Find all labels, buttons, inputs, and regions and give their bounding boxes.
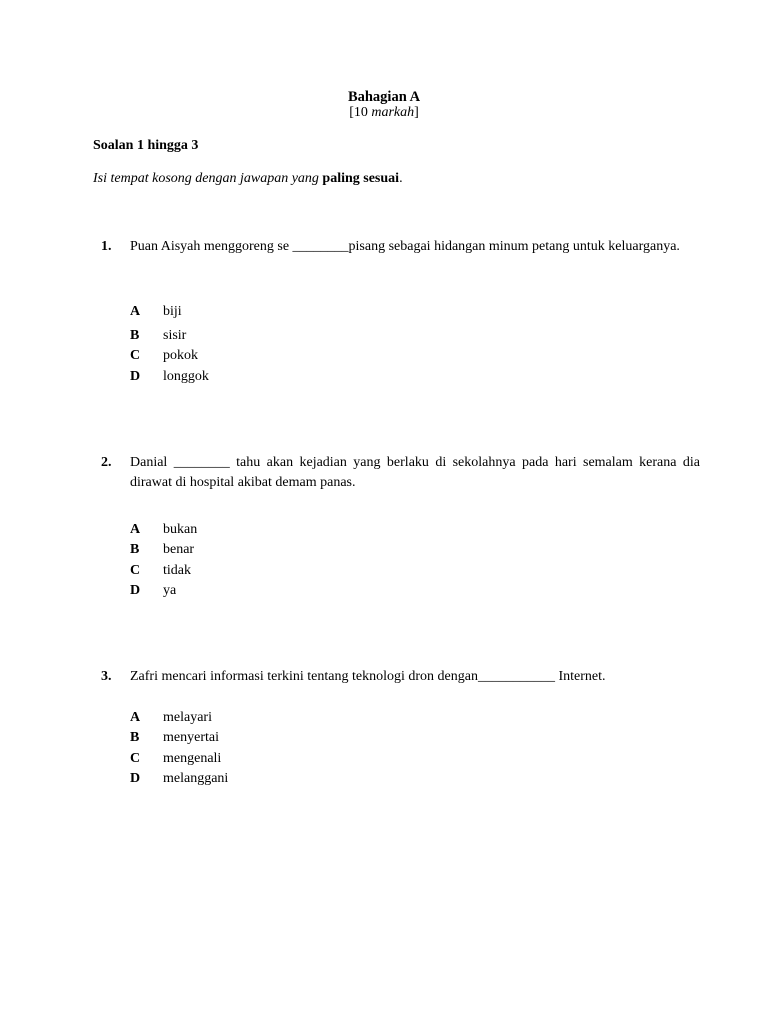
question-text: Puan Aisyah menggoreng se ________pisang sebagai hidangan minum petang untuk keluarganya. — [130, 239, 680, 254]
section-title: Bahagian A — [347, 89, 421, 105]
option-letter: D — [130, 771, 141, 786]
option-text: sisir — [163, 328, 187, 343]
marks-word: markah — [371, 105, 415, 120]
question-range-label: Soalan 1 hingga 3 — [93, 138, 199, 153]
option-letter: B — [130, 542, 140, 557]
option-letter: C — [130, 348, 141, 363]
instruction-end: . — [399, 171, 403, 186]
option-letter: C — [130, 751, 141, 766]
option-text: melayari — [163, 710, 212, 725]
option-text: mengenali — [163, 751, 222, 766]
question-number: 3. — [101, 669, 112, 684]
option-text: tidak — [163, 563, 191, 578]
option-text: melanggani — [163, 771, 229, 786]
option-letter: A — [130, 522, 141, 537]
option-letter: A — [130, 710, 141, 725]
question-number: 1. — [101, 239, 112, 254]
option-letter: B — [130, 328, 140, 343]
option-letter: A — [130, 304, 141, 319]
option-text: pokok — [163, 348, 198, 363]
option-text: menyertai — [163, 730, 219, 745]
instruction-bold: paling sesuai — [322, 171, 400, 186]
option-text: biji — [163, 304, 182, 319]
option-letter: D — [130, 583, 141, 598]
marks-label — [0, 104, 768, 122]
option-letter: D — [130, 369, 141, 384]
option-text: longgok — [163, 369, 209, 384]
question-text: Zafri mencari informasi terkini tentang teknologi dron dengan___________ Internet. — [130, 669, 606, 684]
instruction-italic: Isi tempat kosong dengan jawapan yang — [93, 171, 323, 186]
instruction — [93, 171, 403, 187]
option-text: benar — [163, 542, 195, 557]
question-number: 2. — [101, 455, 112, 470]
option-text: bukan — [163, 522, 198, 537]
option-letter: C — [130, 563, 141, 578]
option-letter: B — [130, 730, 140, 745]
marks-open: [10 — [349, 105, 372, 120]
marks-close: ] — [414, 105, 419, 120]
question-text: Danial ________ tahu akan kejadian yang berlaku di sekolahnya pada hari semalam kerana dia dirawat di hospital akibat demam panas. — [130, 455, 700, 490]
option-text: ya — [163, 583, 177, 598]
